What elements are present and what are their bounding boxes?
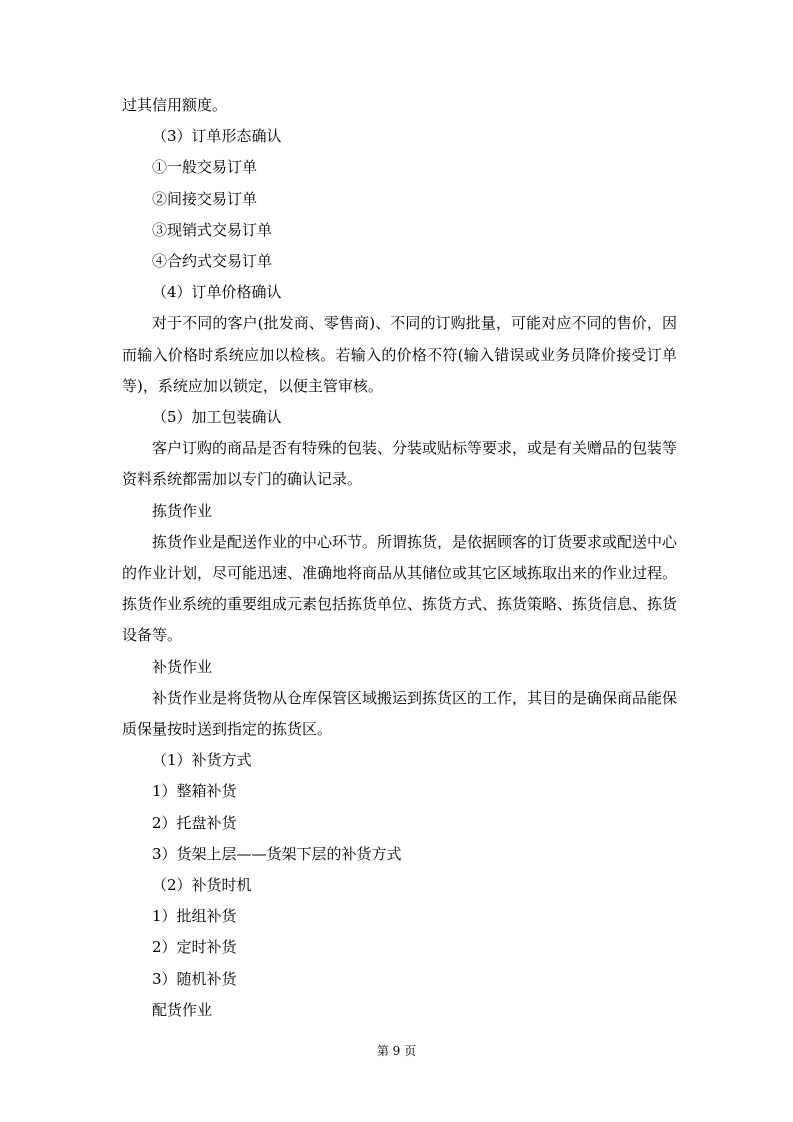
paragraph: 对于不同的客户(批发商、零售商)、不同的订购批量，可能对应不同的售价，因而输入价格时系统应加以检核。若输入的价格不符(输入错误或业务员降价接受订单等)，系统应加以锁定，以便主管审核。 [122, 314, 677, 395]
section-heading: （5）加工包装确认 [152, 408, 282, 427]
paragraph: 拣货作业是配送作业的中心环节。所谓拣货，是依据顾客的订货要求或配送中心的作业计划，尽可能迅速、准确地将商品从其储位或其它区域拣取出来的作业过程。拣货作业系统的重要组成元素包括拣货单位、拣货方式、拣货策略、拣货信息、拣货设备等。 [122, 532, 678, 645]
list-item: ④合约式交易订单 [152, 252, 273, 271]
section-heading: （4）订单价格确认 [152, 283, 282, 302]
list-item: ①一般交易订单 [152, 158, 258, 177]
list-item: 2）托盘补货 [152, 813, 237, 832]
section-heading: （1）补货方式 [152, 751, 252, 770]
list-item: 1）整箱补货 [152, 782, 237, 801]
section-heading: （2）补货时机 [152, 876, 252, 895]
page-number: 第 9 页 [376, 1044, 417, 1058]
section-title: 拣货作业 [152, 501, 213, 520]
section-title: 补货作业 [152, 657, 213, 676]
paragraph: 客户订购的商品是否有特殊的包装、分装或贴标等要求，或是有关赠品的包装等资料系统都需加以专门的确认记录。 [122, 439, 678, 489]
list-item: ③现销式交易订单 [152, 220, 273, 239]
section-heading: （3）订单形态确认 [152, 127, 282, 146]
text-line: 过其信用额度。 [122, 96, 228, 114]
list-item: 3）随机补货 [152, 969, 237, 988]
list-item: 2）定时补货 [152, 938, 237, 957]
list-item: ②间接交易订单 [152, 189, 258, 208]
document-body [122, 90, 677, 1026]
paragraph: 补货作业是将货物从仓库保管区域搬运到拣货区的工作，其目的是确保商品能保质保量按时送到指定的拣货区。 [122, 688, 678, 739]
list-item: 3）货架上层——货架下层的补货方式 [152, 844, 402, 863]
section-title: 配货作业 [152, 1000, 213, 1019]
list-item: 1）批组补货 [152, 907, 237, 926]
